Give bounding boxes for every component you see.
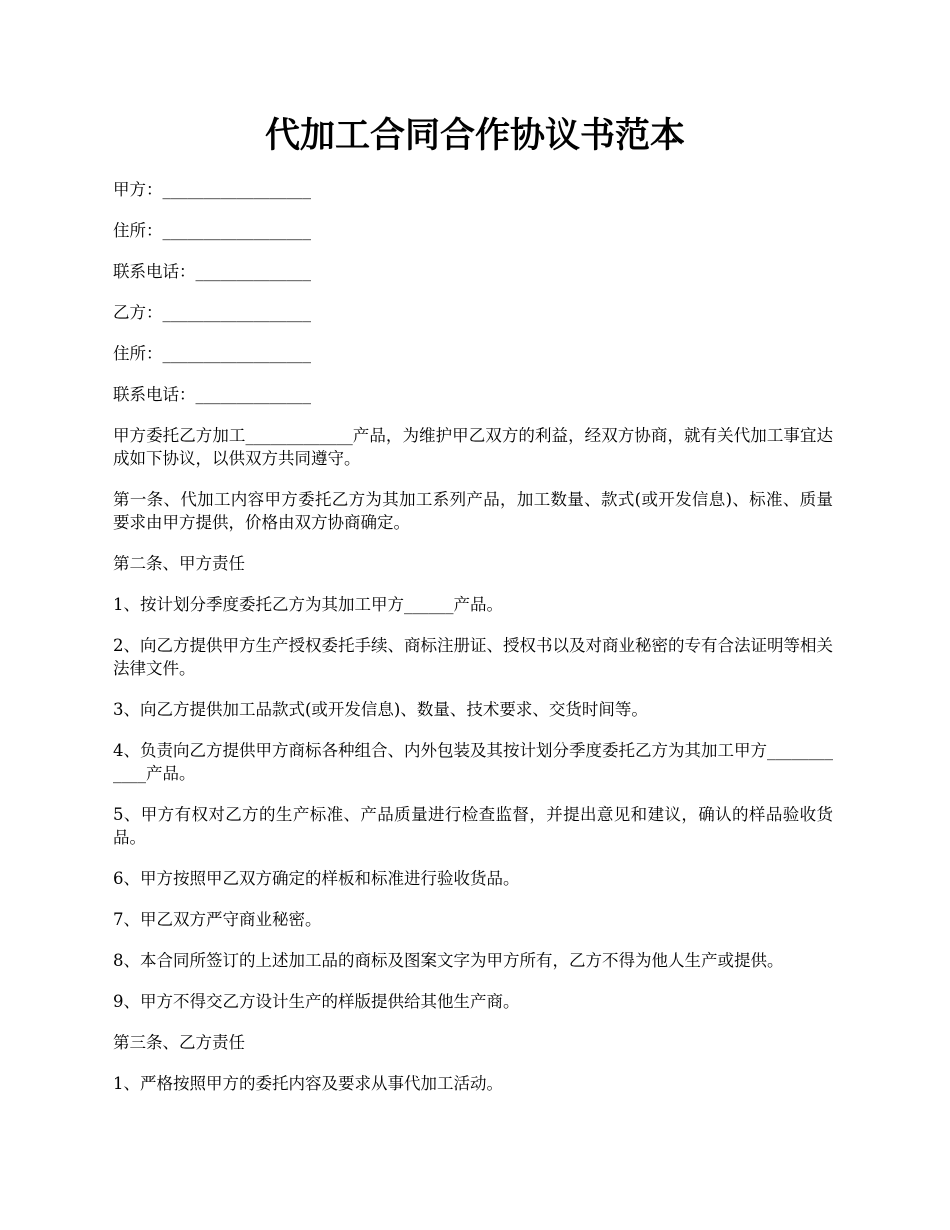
- article-2-item-9: 9、甲方不得交乙方设计生产的样版提供给其他生产商。: [113, 992, 520, 1011]
- article-2-item-4: 4、负责向乙方提供甲方商标各种组合、内外包装及其按计划分季度委托乙方为其加工甲方____________产品。: [113, 741, 833, 783]
- party-a-address-field: [113, 219, 833, 242]
- article-1-paragraph: 第一条、代加工内容甲方委托乙方为其加工系列产品，加工数量、款式(或开发信息)、标准、质量要求由甲方提供，价格由双方协商确定。: [113, 490, 833, 532]
- field-blank: __________________: [162, 180, 311, 199]
- field-label: 联系电话：: [113, 262, 196, 281]
- field-blank: __________________: [162, 344, 311, 363]
- party-a-field: [113, 178, 833, 201]
- article-2-item-8: 8、本合同所签订的上述加工品的商标及图案文字为甲方所有，乙方不得为他人生产或提供。: [113, 951, 784, 970]
- article-3-item-1: 1、严格按照甲方的委托内容及要求从事代加工活动。: [113, 1074, 503, 1093]
- document-body: [113, 178, 833, 1113]
- party-a-phone-field: [113, 260, 833, 283]
- article-2-item-3: 3、向乙方提供加工品款式(或开发信息)、数量、技术要求、交货时间等。: [113, 700, 648, 719]
- article-2-heading: 第二条、甲方责任: [113, 554, 245, 573]
- field-label: 联系电话：: [113, 385, 196, 404]
- party-b-address-field: [113, 342, 833, 365]
- field-blank: __________________: [162, 221, 311, 240]
- article-2-item-6: 6、甲方按照甲乙双方确定的样板和标准进行验收货品。: [113, 869, 520, 888]
- field-label: 乙方：: [113, 303, 163, 322]
- article-2-item-2: 2、向乙方提供甲方生产授权委托手续、商标注册证、授权书以及对商业秘密的专有合法证明等相关法律文件。: [113, 636, 833, 678]
- intro-paragraph: 甲方委托乙方加工_____________产品，为维护甲乙双方的利益，经双方协商，就有关代加工事宜达成如下协议，以供双方共同遵守。: [113, 426, 833, 468]
- field-label: 住所：: [113, 221, 163, 240]
- field-blank: ______________: [195, 262, 311, 281]
- field-label: 住所：: [113, 344, 163, 363]
- article-2-item-1: 1、按计划分季度委托乙方为其加工甲方______产品。: [113, 595, 503, 614]
- article-2-item-7: 7、甲乙双方严守商业秘密。: [113, 910, 322, 929]
- field-blank: __________________: [162, 303, 311, 322]
- field-blank: ______________: [195, 385, 311, 404]
- party-b-phone-field: [113, 383, 833, 406]
- article-2-item-5: 5、甲方有权对乙方的生产标准、产品质量进行检查监督，并提出意见和建议，确认的样品验收货品。: [113, 805, 833, 847]
- document-title: 代加工合同合作协议书范本: [264, 115, 685, 156]
- field-label: 甲方：: [113, 180, 163, 199]
- article-3-heading: 第三条、乙方责任: [113, 1033, 245, 1052]
- party-b-field: [113, 301, 833, 324]
